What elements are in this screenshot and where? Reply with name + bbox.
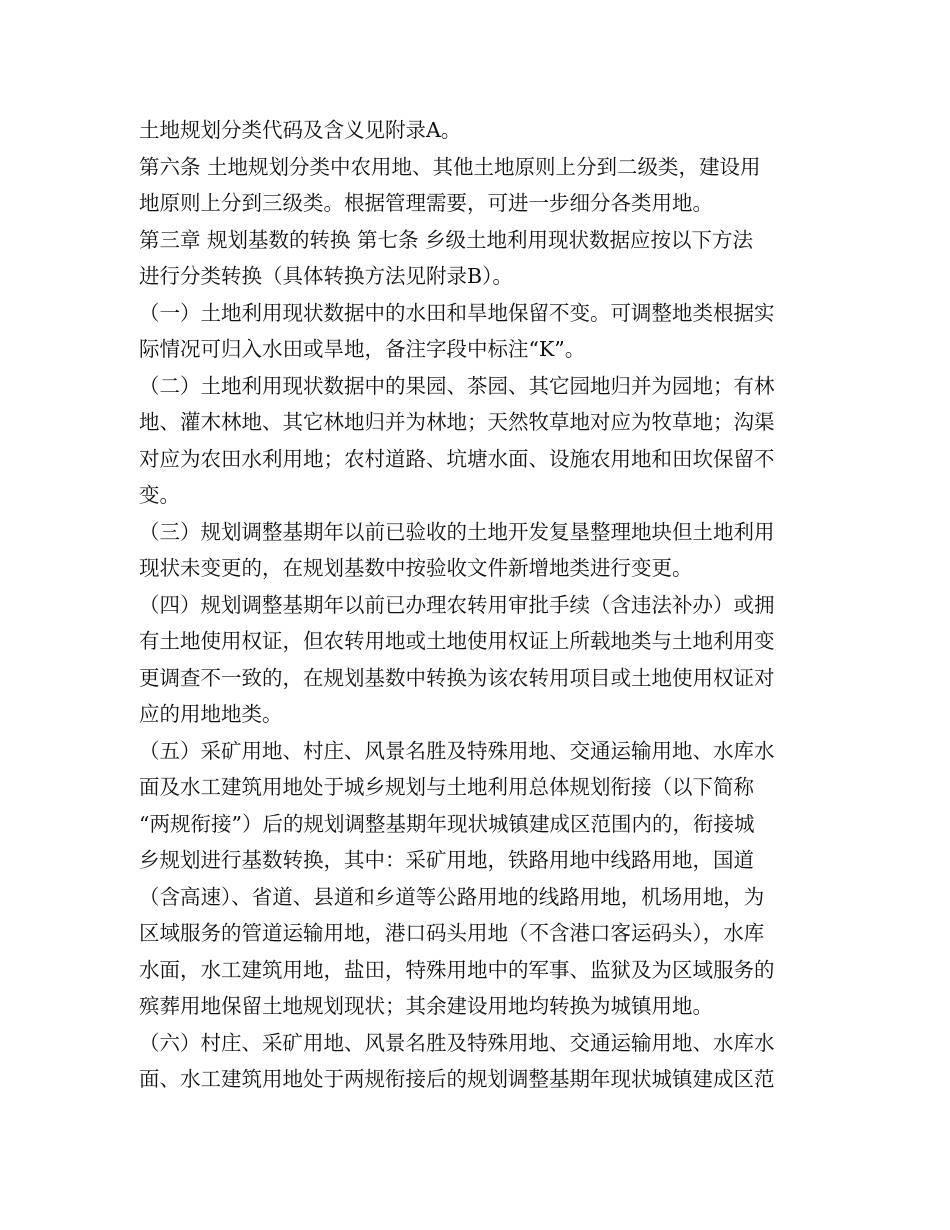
text-line: （三）规划调整基期年以前已验收的土地开发复垦整理地块但土地利用 — [139, 519, 775, 544]
text-line: （五）采矿用地、村庄、风景名胜及特殊用地、交通运输用地、水库水 — [139, 738, 775, 763]
text-line: 土地规划分类代码及含义见附录A。 — [139, 118, 462, 142]
text-line: 地、灌木林地、其它林地归并为林地；天然牧草地对应为牧草地；沟渠 — [139, 410, 775, 434]
text-line: （四）规划调整基期年以前已办理农转用审批手续（含违法补办）或拥 — [139, 592, 775, 617]
text-line: 第六条 土地规划分类中农用地、其他土地原则上分到二级类，建设用 — [139, 154, 761, 179]
text-line: 面、水工建筑用地处于两规衔接后的规划调整基期年现状城镇建成区范 — [139, 1067, 775, 1091]
text-line: 有土地使用权证，但农转用地或土地使用权证上所载地类与土地利用变 — [139, 629, 775, 653]
text-line: 乡规划进行基数转换，其中：采矿用地，铁路用地中线路用地，国道 — [139, 848, 754, 872]
text-line: 殡葬用地保留土地规划现状；其余建设用地均转换为城镇用地。 — [139, 994, 713, 1018]
text-line: 际情况可归入水田或旱地，备注字段中标注“K”。 — [139, 337, 586, 361]
text-line: 更调查不一致的，在规划基数中转换为该农转用项目或土地使用权证对 — [139, 665, 775, 690]
text-line: （一）土地利用现状数据中的水田和旱地保留不变。可调整地类根据实 — [139, 300, 775, 325]
text-line: 水面，水工建筑用地，盐田，特殊用地中的军事、监狱及为区域服务的 — [139, 957, 775, 982]
text-line: 面及水工建筑用地处于城乡规划与土地利用总体规划衔接（以下简称 — [139, 775, 754, 799]
text-line: 地原则上分到三级类。根据管理需要，可进一步细分各类用地。 — [139, 191, 713, 215]
text-line: 应的用地地类。 — [139, 702, 283, 726]
text-line: “两规衔接”）后的规划调整基期年现状城镇建成区范围内的，衔接城 — [139, 811, 755, 836]
text-line: （六）村庄、采矿用地、风景名胜及特殊用地、交通运输用地、水库水 — [139, 1030, 775, 1055]
text-line: 变。 — [139, 483, 180, 507]
text-line: （二）土地利用现状数据中的果园、茶园、其它园地归并为园地；有林 — [139, 373, 775, 398]
body-text — [139, 112, 819, 1098]
text-line: 进行分类转换（具体转换方法见附录B）。 — [139, 264, 513, 288]
text-line: 对应为农田水利用地；农村道路、坑塘水面、设施农用地和田坎保留不 — [139, 446, 775, 471]
text-line: （含高速）、省道、县道和乡道等公路用地的线路用地，机场用地，为 — [139, 884, 765, 909]
text-line: 第三章 规划基数的转换 第七条 乡级土地利用现状数据应按以下方法 — [139, 227, 754, 252]
text-line: 现状未变更的，在规划基数中按验收文件新增地类进行变更。 — [139, 556, 693, 580]
text-line: 区域服务的管道运输用地，港口码头用地（不含港口客运码头），水库 — [139, 921, 765, 945]
